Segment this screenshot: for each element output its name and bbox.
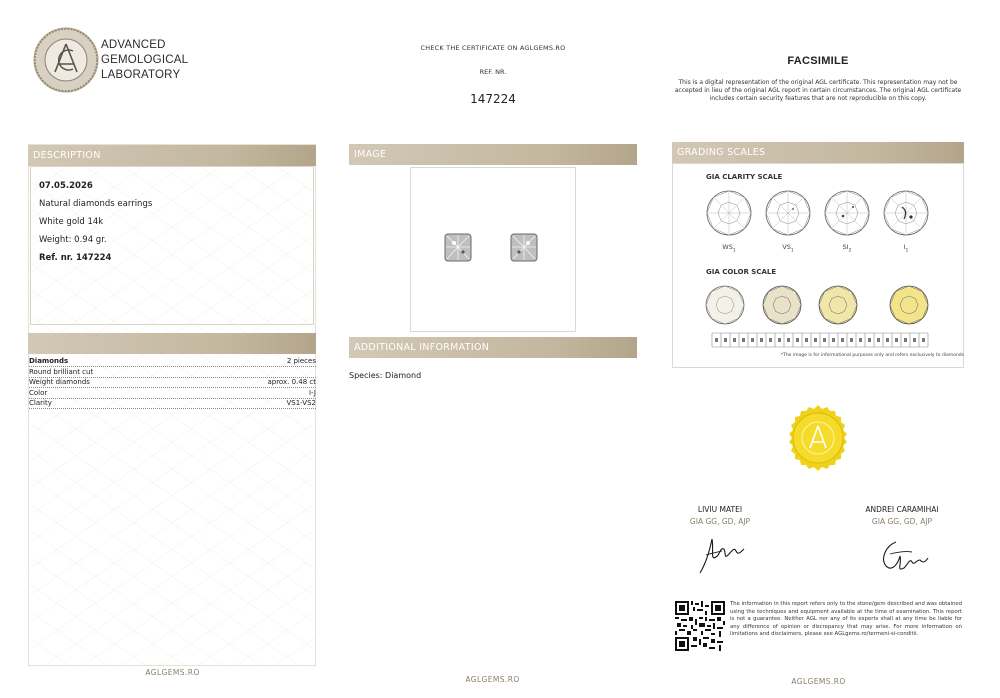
product-image: [410, 167, 576, 332]
color-diamond-icon-2: [763, 286, 801, 324]
color-diamond-icon-3: [819, 286, 857, 324]
spec-label: Round brilliant cut: [29, 368, 94, 376]
lab-logo-seal: [33, 27, 99, 93]
signature-2: [876, 536, 936, 576]
check-certificate-text: CHECK THE CERTIFICATE ON AGLGEMS.RO: [420, 44, 566, 52]
color-diamond-icon-1: [706, 286, 744, 324]
spec-label: Weight diamonds: [29, 378, 90, 386]
spec-row-cut: [29, 368, 316, 378]
clarity-grade-2: $VS_1$: [782, 243, 794, 254]
description-weight: Weight: 0.94 gr.: [39, 235, 107, 245]
ref-number: 147224: [470, 92, 516, 106]
species-text: Species: Diamond: [349, 371, 422, 380]
spec-label: Diamonds: [29, 357, 69, 365]
clarity-diamonds: [706, 190, 930, 240]
description-section-header: DESCRIPTION: [28, 145, 316, 166]
footer-link-center[interactable]: AGLGEMS.RO: [465, 675, 520, 684]
spec-label: Color: [29, 389, 48, 397]
spec-label: Clarity: [29, 399, 52, 407]
description-item: Natural diamonds earrings: [39, 199, 153, 209]
spec-row-clarity: [29, 399, 316, 409]
clarity-grade-1: $WS_1$: [722, 243, 736, 254]
lab-name-line-2: GEMOLOGICAL: [101, 54, 189, 66]
lab-name-line-3: LABORATORY: [101, 69, 181, 81]
spec-value: 2 pieces: [286, 357, 316, 365]
facsimile-title: FACSIMILE: [787, 55, 849, 67]
lab-name: [101, 38, 188, 83]
signature-credentials-1: GIA GG, GD, AJP: [689, 517, 751, 526]
diamond-earring-right: [511, 234, 537, 261]
spec-row-weight: [29, 378, 316, 388]
gold-seal: [784, 404, 852, 472]
color-scale-title: GIA COLOR SCALE: [706, 268, 777, 276]
footer-link-right[interactable]: AGLGEMS.RO: [791, 677, 846, 686]
specs-section-header: [28, 333, 316, 354]
grading-scale-note: *The image is for informational purposes only and refers exclusively to diamonds: [780, 353, 964, 358]
clarity-diamond-icon-2: [766, 191, 810, 235]
signature-credentials-2: GIA GG, GD, AJP: [871, 517, 933, 526]
diamond-earring-left: [445, 234, 471, 261]
description-date: 07.05.2026: [39, 181, 93, 191]
description-ref: Ref. nr. 147224: [39, 253, 112, 263]
facsimile-note: This is a digital representation of the original AGL certificate. This representation may not be accepted in lieu of the original AGL report in certain circumstances. The original AGL certificate includes certain security features that are not reproducible on this copy.: [674, 79, 962, 102]
footer-link-left[interactable]: AGLGEMS.RO: [145, 668, 200, 677]
legal-disclaimer: The information in this report refers only to the stone/gem described and was obtained using the techniques and equipment available at the time of examination. This report is not a guarantee. Neither AGL nor any of its experts shall at any time be liable for any difference of opinion or discrepancy that may arise. For more information on limitations and disclaimers, please see AGLgems.ro/termeni-si-conditii.: [730, 601, 962, 638]
color-scale-graphic: [704, 283, 936, 353]
spec-value: I-J: [308, 389, 316, 397]
lab-name-line-1: ADVANCED: [101, 39, 166, 51]
signature-name-2: ANDREI CARAMIHAI: [865, 505, 939, 514]
spec-value: VS1-VS2: [286, 399, 316, 407]
clarity-diamond-icon-1: [707, 191, 751, 235]
additional-info-section-header: ADDITIONAL INFORMATION: [349, 337, 637, 358]
image-section-header: IMAGE: [349, 144, 637, 165]
grading-scales-section-header: GRADING SCALES: [672, 142, 964, 163]
spec-value: aprox. 0.48 ct: [267, 378, 316, 386]
description-metal: White gold 14k: [39, 217, 104, 227]
clarity-grade-3: $SI_2$: [842, 243, 852, 254]
clarity-scale-title: GIA CLARITY SCALE: [706, 173, 783, 181]
qr-code[interactable]: [675, 601, 725, 651]
spec-row-color: [29, 389, 316, 399]
clarity-diamond-icon-4: [884, 191, 928, 235]
signature-name-1: LIVIU MATEI: [697, 505, 743, 514]
ref-label: REF. NR.: [479, 68, 507, 76]
color-grade-scale-bar: [712, 333, 928, 347]
color-diamond-icon-4: [890, 286, 928, 324]
signature-1: [692, 535, 752, 577]
clarity-diamond-icon-3: [825, 191, 869, 235]
spec-row-diamonds: [29, 357, 316, 367]
clarity-grade-4: $I_1$: [903, 243, 909, 254]
